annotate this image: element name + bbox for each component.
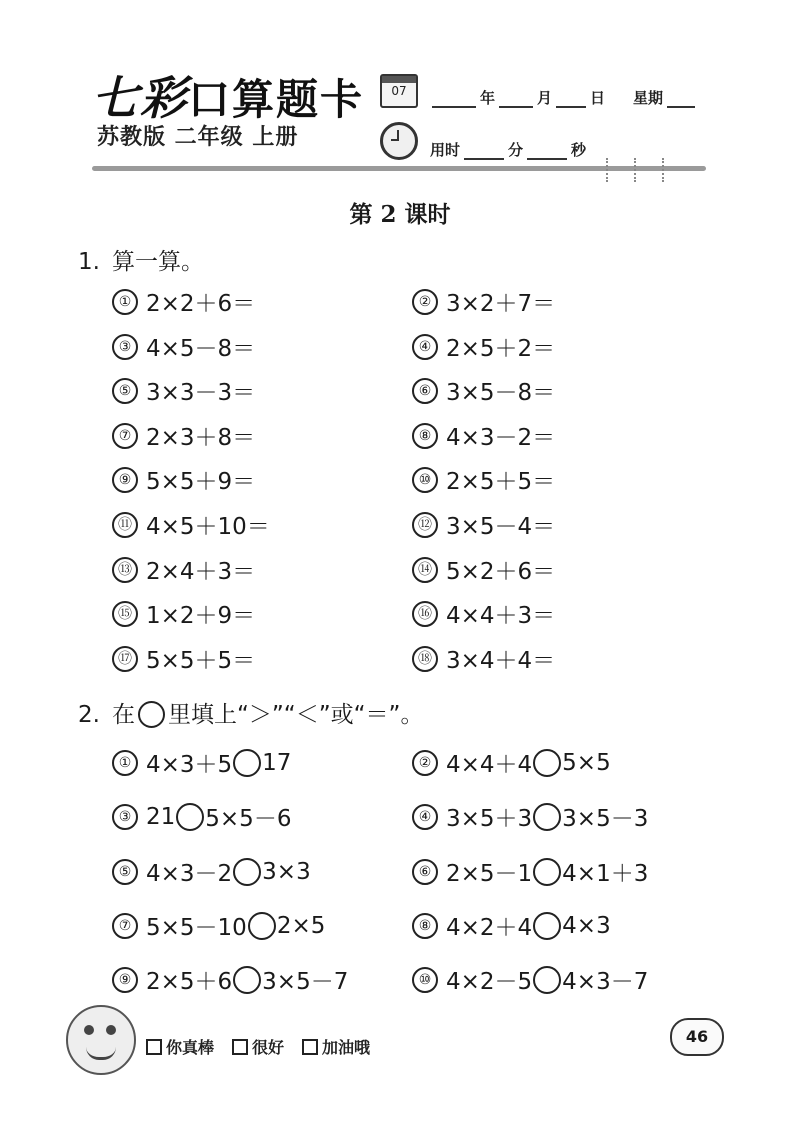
self-rating	[146, 1035, 370, 1058]
compare-problem	[112, 746, 291, 779]
rating-option-great[interactable]	[146, 1035, 214, 1058]
problem-expression: 4×5－8＝	[146, 336, 256, 362]
mascot-illustration	[66, 1005, 136, 1075]
compare-answer-circle[interactable]	[533, 912, 561, 940]
problem-index: ②	[412, 289, 438, 315]
compare-problem	[112, 963, 348, 996]
compare-left: 2×5－1	[446, 861, 533, 887]
problem-index: ⑦	[112, 423, 138, 449]
problem-index: ⑰	[112, 646, 138, 672]
problem-index: ⑩	[412, 967, 438, 993]
calc-problem	[412, 553, 555, 586]
calc-problem	[112, 374, 255, 407]
problem-index: ⑯	[412, 601, 438, 627]
compare-left: 4×2＋4	[446, 915, 533, 941]
checkbox-icon	[302, 1039, 318, 1055]
brand-logo-text: 七彩	[92, 71, 188, 125]
month-blank[interactable]	[499, 92, 533, 108]
brand-title	[92, 62, 364, 128]
compare-right: 5×5－6	[205, 806, 292, 832]
rating-option-keep-going[interactable]	[302, 1035, 370, 1058]
compare-problem	[412, 855, 648, 888]
second-blank[interactable]	[527, 144, 567, 160]
compare-left: 21	[146, 803, 176, 830]
page-number: 46	[670, 1018, 724, 1056]
calc-problem	[412, 642, 555, 675]
problem-expression: 2×3＋8＝	[146, 425, 256, 451]
compare-problem	[412, 746, 611, 779]
calc-problem	[412, 597, 555, 630]
clock-icon	[380, 122, 418, 160]
problem-index: ⑥	[412, 859, 438, 885]
compare-right: 4×1＋3	[562, 861, 649, 887]
compare-answer-circle[interactable]	[248, 912, 276, 940]
calc-problem	[112, 419, 255, 452]
rating-label: 你真棒	[166, 1038, 215, 1057]
problem-index: ⑧	[412, 913, 438, 939]
problem-index: ⑪	[112, 512, 138, 538]
problem-index: ⑩	[412, 467, 438, 493]
brand-title-text: 口算题卡	[188, 75, 365, 124]
compare-answer-circle[interactable]	[233, 749, 261, 777]
compare-right: 4×3	[562, 912, 611, 939]
section-1-instruction: 算一算。	[111, 249, 204, 275]
blank-circle-icon	[138, 701, 165, 728]
compare-answer-circle[interactable]	[533, 966, 561, 994]
problem-expression: 4×4＋3＝	[446, 603, 556, 629]
compare-left: 2×5＋6	[146, 969, 233, 995]
time-fill-line	[380, 122, 586, 160]
problem-index: ⑭	[412, 557, 438, 583]
year-blank[interactable]	[432, 92, 476, 108]
section-1-heading	[78, 243, 204, 276]
problem-index: ⑬	[112, 557, 138, 583]
compare-right: 3×3	[262, 858, 311, 885]
calc-problem	[112, 642, 255, 675]
checkbox-icon	[146, 1039, 162, 1055]
compare-problem	[112, 855, 311, 888]
problem-expression: 2×4＋3＝	[146, 559, 256, 585]
problem-expression: 2×5＋2＝	[446, 336, 556, 362]
problem-expression: 5×5＋9＝	[146, 469, 256, 495]
compare-problem	[412, 800, 648, 833]
divider-dots	[606, 158, 670, 182]
problem-index: ③	[112, 804, 138, 830]
second-label: 秒	[571, 141, 587, 159]
compare-left: 5×5－10	[146, 915, 247, 941]
compare-answer-circle[interactable]	[533, 803, 561, 831]
problem-index: ⑦	[112, 913, 138, 939]
section-2-instruction-start: 在	[111, 702, 135, 728]
compare-answer-circle[interactable]	[233, 966, 261, 994]
compare-left: 4×4＋4	[446, 752, 533, 778]
calc-problem	[112, 553, 255, 586]
problem-expression: 3×4＋4＝	[446, 648, 556, 674]
section-2-number: 2.	[78, 702, 100, 728]
compare-problem	[412, 909, 611, 942]
calc-problem	[412, 463, 555, 496]
compare-right: 3×5－7	[262, 969, 349, 995]
problem-expression: 2×2＋6＝	[146, 291, 256, 317]
compare-answer-circle[interactable]	[176, 803, 204, 831]
problem-expression: 3×3－3＝	[146, 380, 256, 406]
problem-index: ⑥	[412, 378, 438, 404]
calc-problem	[112, 508, 270, 541]
problem-expression: 4×5＋10＝	[146, 514, 270, 540]
problem-index: ⑮	[112, 601, 138, 627]
edition-label: 苏教版 二年级 上册	[97, 125, 299, 150]
calc-problem	[412, 330, 555, 363]
section-2-heading	[78, 696, 423, 729]
problem-expression: 5×2＋6＝	[446, 559, 556, 585]
problem-expression: 5×5＋5＝	[146, 648, 256, 674]
compare-right: 4×3－7	[562, 969, 649, 995]
section-2-instruction-end: 里填上“＞”“＜”或“＝”。	[167, 702, 424, 728]
compare-problem	[112, 800, 291, 833]
problem-index: ①	[112, 289, 138, 315]
problem-index: ⑨	[112, 467, 138, 493]
compare-left: 4×3＋5	[146, 752, 233, 778]
year-label: 年	[480, 89, 496, 107]
compare-right: 5×5	[562, 749, 611, 776]
compare-left: 4×2－5	[446, 969, 533, 995]
compare-answer-circle[interactable]	[233, 858, 261, 886]
day-label: 日	[590, 89, 606, 107]
calc-problem	[112, 597, 255, 630]
problem-expression: 3×5－4＝	[446, 514, 556, 540]
weekday-blank[interactable]	[667, 92, 695, 108]
problem-index: ④	[412, 334, 438, 360]
problem-index: ⑤	[112, 378, 138, 404]
section-1-number: 1.	[78, 249, 100, 275]
problem-index: ①	[112, 750, 138, 776]
lesson-title: 第 2 课时	[349, 201, 451, 228]
rating-option-good[interactable]	[232, 1035, 284, 1058]
calc-problem	[112, 285, 255, 318]
rating-label: 加油哦	[322, 1038, 371, 1057]
calc-problem	[412, 419, 555, 452]
compare-left: 4×3－2	[146, 861, 233, 887]
problem-expression: 2×5＋5＝	[446, 469, 556, 495]
problem-index: ②	[412, 750, 438, 776]
time-used-label: 用时	[430, 141, 461, 159]
day-blank[interactable]	[556, 92, 586, 108]
calc-problem	[412, 508, 555, 541]
compare-answer-circle[interactable]	[533, 749, 561, 777]
calendar-icon	[380, 74, 418, 108]
calc-problem	[112, 330, 255, 363]
calc-problem	[412, 374, 555, 407]
calendar-day: 07	[391, 84, 407, 98]
problem-index: ⑱	[412, 646, 438, 672]
problem-expression: 3×2＋7＝	[446, 291, 556, 317]
month-label: 月	[537, 89, 553, 107]
problem-index: ⑤	[112, 859, 138, 885]
compare-left: 3×5＋3	[446, 806, 533, 832]
date-fill-line	[380, 74, 699, 108]
problem-expression: 1×2＋9＝	[146, 603, 256, 629]
problem-index: ⑫	[412, 512, 438, 538]
problem-index: ④	[412, 804, 438, 830]
compare-problem	[412, 963, 648, 996]
compare-right: 17	[262, 749, 292, 776]
problem-index: ⑧	[412, 423, 438, 449]
compare-problem	[112, 909, 325, 942]
calc-problem	[412, 285, 555, 318]
problem-expression: 4×3－2＝	[446, 425, 556, 451]
checkbox-icon	[232, 1039, 248, 1055]
compare-right: 3×5－3	[562, 806, 649, 832]
problem-index: ③	[112, 334, 138, 360]
calc-problem	[112, 463, 255, 496]
weekday-label: 星期	[633, 89, 664, 107]
minute-blank[interactable]	[464, 144, 504, 160]
problem-index: ⑨	[112, 967, 138, 993]
problem-expression: 3×5－8＝	[446, 380, 556, 406]
rating-label: 很好	[252, 1038, 285, 1057]
compare-right: 2×5	[276, 912, 326, 939]
compare-answer-circle[interactable]	[533, 858, 561, 886]
minute-label: 分	[508, 141, 524, 159]
